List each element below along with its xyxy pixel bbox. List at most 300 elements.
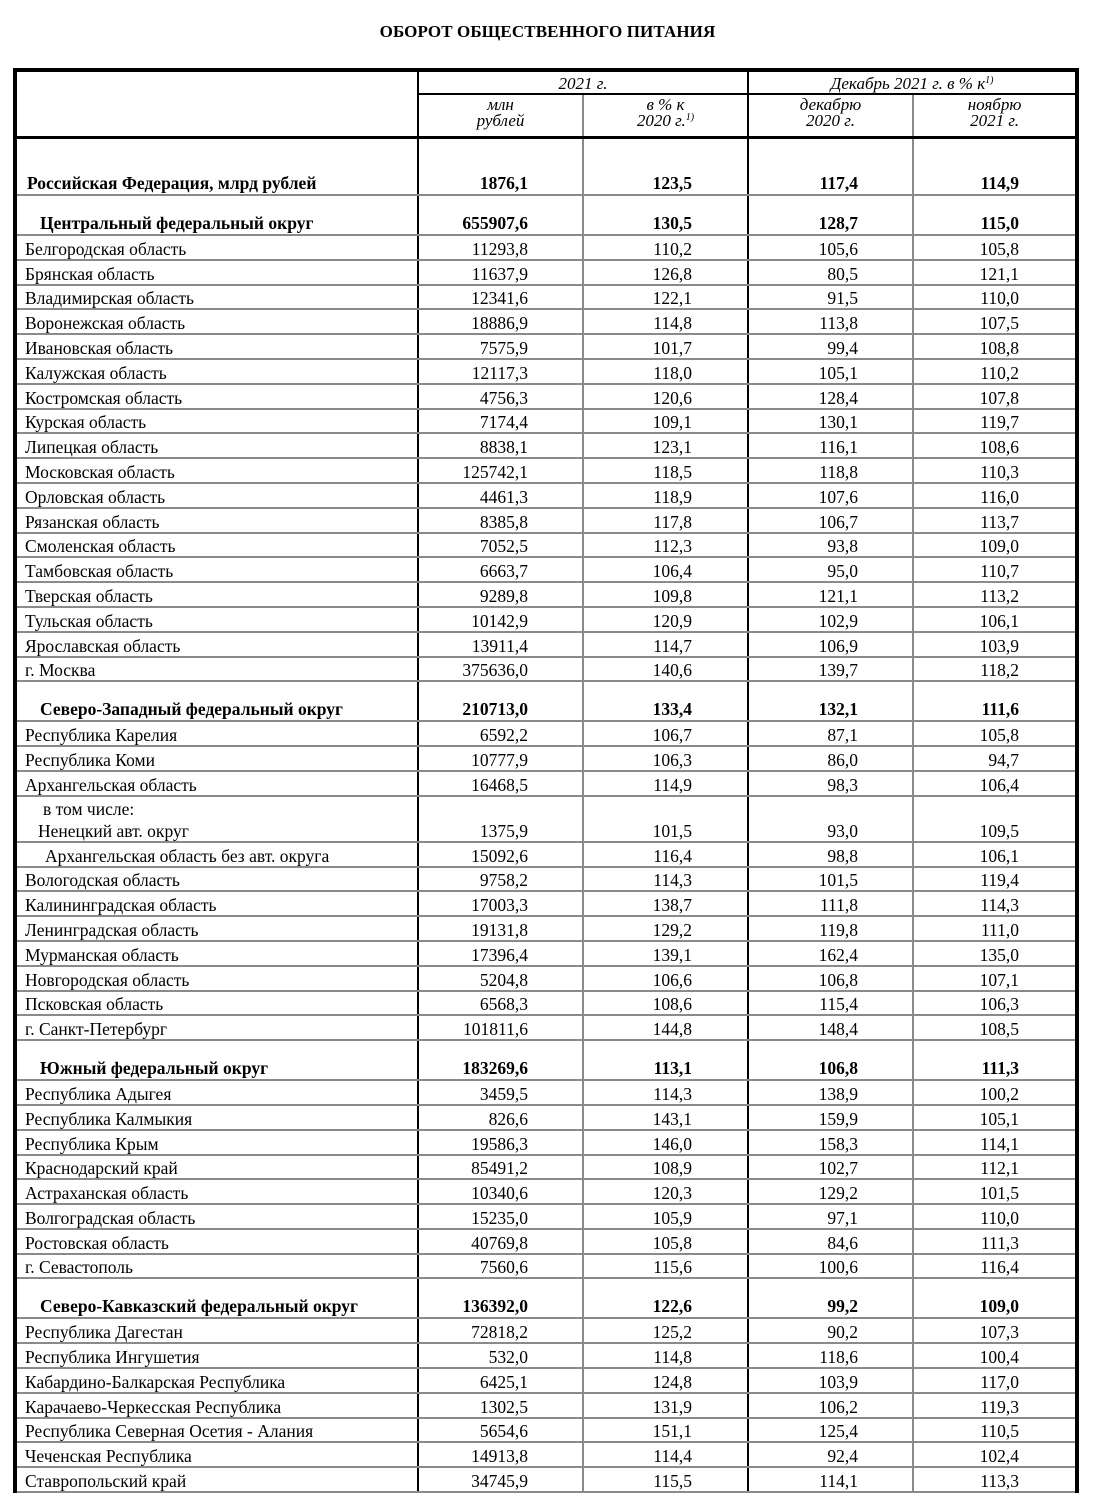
- value-pct-2020: 120,6: [583, 384, 748, 409]
- header-col-nov-2021: [913, 94, 1077, 138]
- region-name: Ставропольский край: [25, 1471, 187, 1492]
- region-name-cell: [15, 1254, 418, 1279]
- value-pct-2020: 110,2: [583, 235, 748, 260]
- value-pct-2020: 106,3: [583, 746, 748, 771]
- value-pct-nov-2021: 106,1: [913, 607, 1077, 632]
- value-pct-dec-2020: 106,2: [748, 1393, 913, 1418]
- value-mln-rub: 4756,3: [418, 384, 583, 409]
- value-mln-rub: 8838,1: [418, 433, 583, 458]
- region-name-cell: [15, 842, 418, 867]
- table-row: [15, 607, 1077, 632]
- region-name-cell: [15, 508, 418, 533]
- region-name-cell: [15, 891, 418, 916]
- value-mln-rub: 34745,9: [418, 1467, 583, 1492]
- region-name-cell: [15, 657, 418, 682]
- table-row: [15, 1442, 1077, 1467]
- value-mln-rub: 19131,8: [418, 916, 583, 941]
- value-mln-rub: 3459,5: [418, 1080, 583, 1105]
- value-mln-rub: 17003,3: [418, 891, 583, 916]
- value-mln-rub: 15235,0: [418, 1204, 583, 1229]
- region-name-cell: [15, 721, 418, 746]
- table-row: [15, 746, 1077, 771]
- value-pct-dec-2020: 80,5: [748, 260, 913, 285]
- table-row: [15, 557, 1077, 582]
- value-mln-rub: 826,6: [418, 1105, 583, 1130]
- value-pct-nov-2021: 116,4: [913, 1254, 1077, 1279]
- region-name: Ненецкий авт. округ: [38, 820, 189, 841]
- region-name: Северо-Кавказский федеральный округ: [40, 1296, 359, 1317]
- value-mln-rub: 1375,9: [418, 796, 583, 842]
- value-pct-nov-2021: 108,8: [913, 334, 1077, 359]
- region-name-cell: [15, 1229, 418, 1254]
- table-row: [15, 1467, 1077, 1492]
- region-name-cell: [15, 235, 418, 260]
- value-pct-dec-2020: 98,8: [748, 842, 913, 867]
- value-pct-dec-2020: 158,3: [748, 1130, 913, 1155]
- table-row: [15, 1393, 1077, 1418]
- value-mln-rub: 5654,6: [418, 1418, 583, 1443]
- region-name-cell: [15, 1179, 418, 1204]
- region-name: Белгородская область: [25, 238, 187, 259]
- value-pct-2020: 108,6: [583, 991, 748, 1016]
- value-pct-2020: 118,0: [583, 359, 748, 384]
- region-name-cell: [15, 941, 418, 966]
- region-name: Тамбовская область: [25, 561, 174, 582]
- region-name: Республика Адыгея: [25, 1083, 172, 1104]
- header-col-mln-rub-line1: млн: [487, 95, 514, 114]
- region-name: Курская область: [25, 412, 147, 433]
- region-name-cell: [15, 582, 418, 607]
- value-mln-rub: 210713,0: [418, 681, 583, 721]
- value-pct-dec-2020: 97,1: [748, 1204, 913, 1229]
- region-name: г. Москва: [25, 660, 96, 681]
- region-name: Калужская область: [25, 362, 167, 383]
- value-pct-dec-2020: 107,6: [748, 483, 913, 508]
- header-group-december-label: Декабрь 2021 г. в % к: [830, 74, 986, 93]
- value-pct-dec-2020: 106,8: [748, 966, 913, 991]
- table-row: [15, 533, 1077, 558]
- table-row: [15, 235, 1077, 260]
- value-pct-nov-2021: 117,0: [913, 1368, 1077, 1393]
- region-name-cell: [15, 195, 418, 235]
- table-row: [15, 334, 1077, 359]
- region-name-cell: [15, 1343, 418, 1368]
- value-pct-dec-2020: 125,4: [748, 1418, 913, 1443]
- value-pct-dec-2020: 103,9: [748, 1368, 913, 1393]
- region-name: Республика Северная Осетия - Алания: [25, 1421, 314, 1442]
- value-pct-2020: 116,4: [583, 842, 748, 867]
- table-row: [15, 867, 1077, 892]
- region-name-cell: [15, 1105, 418, 1130]
- value-mln-rub: 10777,9: [418, 746, 583, 771]
- value-pct-nov-2021: 113,2: [913, 582, 1077, 607]
- region-name-cell: [15, 1130, 418, 1155]
- header-group-2021-label: 2021 г.: [558, 74, 608, 93]
- region-name: Брянская область: [25, 263, 155, 284]
- value-mln-rub: 1302,5: [418, 1393, 583, 1418]
- value-pct-2020: 122,6: [583, 1278, 748, 1318]
- value-pct-nov-2021: 119,4: [913, 867, 1077, 892]
- table-row: [15, 1130, 1077, 1155]
- value-pct-dec-2020: 93,8: [748, 533, 913, 558]
- region-name-cell: [15, 916, 418, 941]
- region-name-cell: [15, 433, 418, 458]
- region-name-cell: [15, 1393, 418, 1418]
- value-pct-2020: 101,7: [583, 334, 748, 359]
- value-pct-2020: 131,9: [583, 1393, 748, 1418]
- region-name-cell: [15, 1467, 418, 1492]
- value-pct-2020: 151,1: [583, 1418, 748, 1443]
- region-name-cell: [15, 359, 418, 384]
- value-mln-rub: 1876,1: [418, 138, 583, 196]
- value-pct-2020: 109,8: [583, 582, 748, 607]
- value-mln-rub: 7575,9: [418, 334, 583, 359]
- value-pct-nov-2021: 102,4: [913, 1442, 1077, 1467]
- value-mln-rub: 9289,8: [418, 582, 583, 607]
- region-name: Тульская область: [25, 610, 153, 631]
- footnote-marker: 1): [685, 112, 695, 123]
- region-name: Кабардино-Балкарская Республика: [25, 1371, 286, 1392]
- region-name-cell: [15, 285, 418, 310]
- table-row: [15, 508, 1077, 533]
- value-mln-rub: 7052,5: [418, 533, 583, 558]
- header-col-dec-2020-line1: декабрю: [799, 95, 862, 114]
- value-mln-rub: 375636,0: [418, 657, 583, 682]
- value-pct-dec-2020: 132,1: [748, 681, 913, 721]
- region-name: Северо-Западный федеральный округ: [40, 699, 344, 720]
- region-name-cell: [15, 746, 418, 771]
- value-pct-2020: 114,7: [583, 632, 748, 657]
- value-mln-rub: 13911,4: [418, 632, 583, 657]
- region-name-cell: [15, 483, 418, 508]
- value-pct-nov-2021: 106,3: [913, 991, 1077, 1016]
- value-pct-dec-2020: 129,2: [748, 1179, 913, 1204]
- value-pct-2020: 126,8: [583, 260, 748, 285]
- region-name-cell: [15, 1442, 418, 1467]
- value-pct-dec-2020: 102,9: [748, 607, 913, 632]
- value-pct-2020: 118,9: [583, 483, 748, 508]
- region-name-cell: [15, 991, 418, 1016]
- value-pct-2020: 106,6: [583, 966, 748, 991]
- value-pct-2020: 146,0: [583, 1130, 748, 1155]
- value-mln-rub: 101811,6: [418, 1015, 583, 1040]
- value-pct-nov-2021: 105,1: [913, 1105, 1077, 1130]
- value-pct-dec-2020: 106,9: [748, 632, 913, 657]
- including-label: в том числе:: [43, 798, 135, 819]
- value-pct-2020: 115,5: [583, 1467, 748, 1492]
- region-name-cell: [15, 632, 418, 657]
- table-row: [15, 657, 1077, 682]
- region-name-cell: [15, 1040, 418, 1080]
- catering-turnover-table: [13, 68, 1079, 1493]
- value-pct-2020: 114,3: [583, 867, 748, 892]
- value-pct-dec-2020: 118,6: [748, 1343, 913, 1368]
- value-pct-2020: 122,1: [583, 285, 748, 310]
- value-mln-rub: 19586,3: [418, 1130, 583, 1155]
- federal-district-row: [15, 195, 1077, 235]
- value-pct-dec-2020: 117,4: [748, 138, 913, 196]
- header-group-december: [748, 70, 1077, 94]
- table-row: [15, 632, 1077, 657]
- value-mln-rub: 655907,6: [418, 195, 583, 235]
- region-name: Центральный федеральный округ: [40, 213, 314, 233]
- table-row: [15, 309, 1077, 334]
- header-col-dec-2020-line2: 2020 г.: [806, 111, 855, 130]
- value-pct-dec-2020: 99,4: [748, 334, 913, 359]
- value-mln-rub: 6592,2: [418, 721, 583, 746]
- table-row: [15, 1080, 1077, 1105]
- value-pct-nov-2021: 110,2: [913, 359, 1077, 384]
- value-pct-nov-2021: 101,5: [913, 1179, 1077, 1204]
- value-pct-2020: 114,8: [583, 1343, 748, 1368]
- region-name: Республика Крым: [25, 1133, 159, 1154]
- value-mln-rub: 4461,3: [418, 483, 583, 508]
- table-row: [15, 721, 1077, 746]
- header-col-mln-rub: [418, 94, 583, 138]
- region-name: Калининградская область: [25, 895, 217, 916]
- value-pct-dec-2020: 148,4: [748, 1015, 913, 1040]
- value-pct-nov-2021: 111,3: [913, 1229, 1077, 1254]
- header-col-nov-2021-line1: ноябрю: [967, 95, 1022, 114]
- value-mln-rub: 15092,6: [418, 842, 583, 867]
- table-row: [15, 458, 1077, 483]
- value-pct-dec-2020: 121,1: [748, 582, 913, 607]
- region-name: Вологодская область: [25, 870, 180, 891]
- value-pct-nov-2021: 108,5: [913, 1015, 1077, 1040]
- value-pct-2020: 140,6: [583, 657, 748, 682]
- value-mln-rub: 183269,6: [418, 1040, 583, 1080]
- value-pct-nov-2021: 107,5: [913, 309, 1077, 334]
- value-pct-2020: 139,1: [583, 941, 748, 966]
- value-pct-nov-2021: 107,8: [913, 384, 1077, 409]
- value-pct-2020: 108,9: [583, 1155, 748, 1180]
- value-pct-2020: 138,7: [583, 891, 748, 916]
- value-mln-rub: 85491,2: [418, 1155, 583, 1180]
- region-name-cell: [15, 260, 418, 285]
- value-mln-rub: 136392,0: [418, 1278, 583, 1318]
- value-pct-nov-2021: 109,0: [913, 533, 1077, 558]
- value-pct-dec-2020: 87,1: [748, 721, 913, 746]
- region-name: Воронежская область: [25, 313, 186, 334]
- value-pct-2020: 117,8: [583, 508, 748, 533]
- value-mln-rub: 11293,8: [418, 235, 583, 260]
- value-pct-2020: 143,1: [583, 1105, 748, 1130]
- value-pct-2020: 123,5: [583, 138, 748, 196]
- value-pct-dec-2020: 118,8: [748, 458, 913, 483]
- value-pct-2020: 105,9: [583, 1204, 748, 1229]
- value-mln-rub: 10142,9: [418, 607, 583, 632]
- region-name-cell: [15, 409, 418, 434]
- region-name-cell: [15, 1418, 418, 1443]
- value-pct-dec-2020: 98,3: [748, 771, 913, 796]
- table-row: [15, 966, 1077, 991]
- region-name: Липецкая область: [25, 437, 159, 458]
- header-region-corner: [15, 70, 418, 138]
- value-pct-nov-2021: 106,4: [913, 771, 1077, 796]
- region-name: Южный федеральный округ: [40, 1058, 269, 1079]
- table-row: [15, 1015, 1077, 1040]
- region-name: г. Санкт-Петербург: [25, 1019, 167, 1040]
- value-pct-nov-2021: 109,5: [913, 796, 1077, 842]
- table-row: [15, 1343, 1077, 1368]
- header-col-mln-rub-line2: рублей: [476, 111, 525, 130]
- region-name: Московская область: [25, 461, 175, 482]
- value-pct-2020: 114,4: [583, 1442, 748, 1467]
- value-pct-2020: 101,5: [583, 796, 748, 842]
- value-pct-2020: 120,9: [583, 607, 748, 632]
- region-name: Архангельская область без авт. округа: [45, 845, 330, 866]
- federal-district-row: [15, 1040, 1077, 1080]
- value-pct-dec-2020: 113,8: [748, 309, 913, 334]
- region-name: Архангельская область: [25, 774, 197, 795]
- value-pct-dec-2020: 138,9: [748, 1080, 913, 1105]
- value-mln-rub: 17396,4: [418, 941, 583, 966]
- footnote-marker: 1): [985, 75, 994, 86]
- table-row: [15, 285, 1077, 310]
- value-mln-rub: 11637,9: [418, 260, 583, 285]
- value-pct-2020: 124,8: [583, 1368, 748, 1393]
- value-pct-dec-2020: 111,8: [748, 891, 913, 916]
- region-name-cell: [15, 309, 418, 334]
- table-row: [15, 771, 1077, 796]
- value-pct-dec-2020: 119,8: [748, 916, 913, 941]
- value-pct-nov-2021: 110,7: [913, 557, 1077, 582]
- value-mln-rub: 12117,3: [418, 359, 583, 384]
- value-pct-2020: 114,9: [583, 771, 748, 796]
- table-row: [15, 796, 1077, 842]
- value-pct-dec-2020: 101,5: [748, 867, 913, 892]
- region-name: Псковская область: [25, 994, 164, 1015]
- value-pct-nov-2021: 105,8: [913, 235, 1077, 260]
- value-pct-nov-2021: 111,0: [913, 916, 1077, 941]
- value-pct-nov-2021: 115,0: [913, 195, 1077, 235]
- value-mln-rub: 12341,6: [418, 285, 583, 310]
- value-pct-2020: 144,8: [583, 1015, 748, 1040]
- value-pct-nov-2021: 105,8: [913, 721, 1077, 746]
- value-pct-dec-2020: 100,6: [748, 1254, 913, 1279]
- region-name: Новгородская область: [25, 969, 190, 990]
- value-pct-nov-2021: 135,0: [913, 941, 1077, 966]
- region-name-cell: [15, 557, 418, 582]
- value-pct-nov-2021: 113,7: [913, 508, 1077, 533]
- region-name: Ростовская область: [25, 1232, 169, 1253]
- region-name-cell: [15, 1080, 418, 1105]
- region-name-cell: [15, 607, 418, 632]
- region-name: Рязанская область: [25, 511, 160, 532]
- table-row: [15, 582, 1077, 607]
- value-pct-dec-2020: 105,1: [748, 359, 913, 384]
- value-pct-2020: 120,3: [583, 1179, 748, 1204]
- region-name: Краснодарский край: [25, 1158, 178, 1179]
- value-pct-dec-2020: 114,1: [748, 1467, 913, 1492]
- region-name: Республика Ингушетия: [25, 1347, 200, 1368]
- value-pct-dec-2020: 130,1: [748, 409, 913, 434]
- region-name-cell: [15, 1318, 418, 1343]
- value-mln-rub: 72818,2: [418, 1318, 583, 1343]
- value-pct-2020: 129,2: [583, 916, 748, 941]
- value-pct-nov-2021: 112,1: [913, 1155, 1077, 1180]
- value-pct-dec-2020: 84,6: [748, 1229, 913, 1254]
- table-row: [15, 1155, 1077, 1180]
- region-name: Карачаево-Черкесская Республика: [25, 1396, 282, 1417]
- value-pct-nov-2021: 111,6: [913, 681, 1077, 721]
- region-name-cell: [15, 867, 418, 892]
- table-row: [15, 1105, 1077, 1130]
- table-body: [15, 138, 1077, 1493]
- value-pct-dec-2020: 162,4: [748, 941, 913, 966]
- value-pct-2020: 123,1: [583, 433, 748, 458]
- table-row: [15, 1204, 1077, 1229]
- table-row: [15, 891, 1077, 916]
- value-mln-rub: 14913,8: [418, 1442, 583, 1467]
- value-pct-nov-2021: 100,4: [913, 1343, 1077, 1368]
- value-pct-dec-2020: 91,5: [748, 285, 913, 310]
- region-name-cell: [15, 681, 418, 721]
- value-mln-rub: 6425,1: [418, 1368, 583, 1393]
- table-row: [15, 384, 1077, 409]
- region-name: Мурманская область: [25, 944, 179, 965]
- value-pct-2020: 118,5: [583, 458, 748, 483]
- value-pct-2020: 125,2: [583, 1318, 748, 1343]
- value-pct-2020: 106,7: [583, 721, 748, 746]
- region-name-cell: [15, 1015, 418, 1040]
- region-name: г. Севастополь: [25, 1257, 133, 1278]
- table-row: [15, 842, 1077, 867]
- table-row: [15, 260, 1077, 285]
- region-name-cell: [15, 334, 418, 359]
- value-mln-rub: 6663,7: [418, 557, 583, 582]
- value-pct-nov-2021: 121,1: [913, 260, 1077, 285]
- value-pct-nov-2021: 114,3: [913, 891, 1077, 916]
- value-pct-dec-2020: 128,4: [748, 384, 913, 409]
- region-name: Республика Коми: [25, 749, 155, 770]
- value-pct-nov-2021: 114,9: [913, 138, 1077, 196]
- region-name-cell: [15, 796, 418, 842]
- value-mln-rub: 532,0: [418, 1343, 583, 1368]
- value-pct-dec-2020: 159,9: [748, 1105, 913, 1130]
- region-name: Ленинградская область: [25, 919, 199, 940]
- header-col-pct-2020-line1: в % к: [646, 95, 685, 114]
- value-pct-2020: 130,5: [583, 195, 748, 235]
- header-col-pct-2020: [583, 94, 748, 138]
- region-name: Республика Дагестан: [25, 1322, 183, 1343]
- value-pct-nov-2021: 108,6: [913, 433, 1077, 458]
- region-name-cell: [15, 1155, 418, 1180]
- value-pct-nov-2021: 94,7: [913, 746, 1077, 771]
- value-pct-nov-2021: 109,0: [913, 1278, 1077, 1318]
- page-title: ОБОРОТ ОБЩЕСТВЕННОГО ПИТАНИЯ: [379, 22, 716, 41]
- region-name: Ивановская область: [25, 337, 174, 358]
- header-col-nov-2021-line2: 2021 г.: [970, 111, 1019, 130]
- total-row: [15, 138, 1077, 196]
- table-row: [15, 1254, 1077, 1279]
- value-pct-2020: 113,1: [583, 1040, 748, 1080]
- value-pct-nov-2021: 116,0: [913, 483, 1077, 508]
- value-mln-rub: 9758,2: [418, 867, 583, 892]
- value-pct-2020: 106,4: [583, 557, 748, 582]
- federal-district-row: [15, 681, 1077, 721]
- region-name: Ярославская область: [25, 635, 181, 656]
- value-mln-rub: 40769,8: [418, 1229, 583, 1254]
- federal-district-row: [15, 1278, 1077, 1318]
- value-pct-nov-2021: 103,9: [913, 632, 1077, 657]
- value-pct-dec-2020: 95,0: [748, 557, 913, 582]
- region-name-cell: [15, 966, 418, 991]
- table-row: [15, 916, 1077, 941]
- value-pct-2020: 112,3: [583, 533, 748, 558]
- region-name: Волгоградская область: [25, 1207, 196, 1228]
- value-mln-rub: 6568,3: [418, 991, 583, 1016]
